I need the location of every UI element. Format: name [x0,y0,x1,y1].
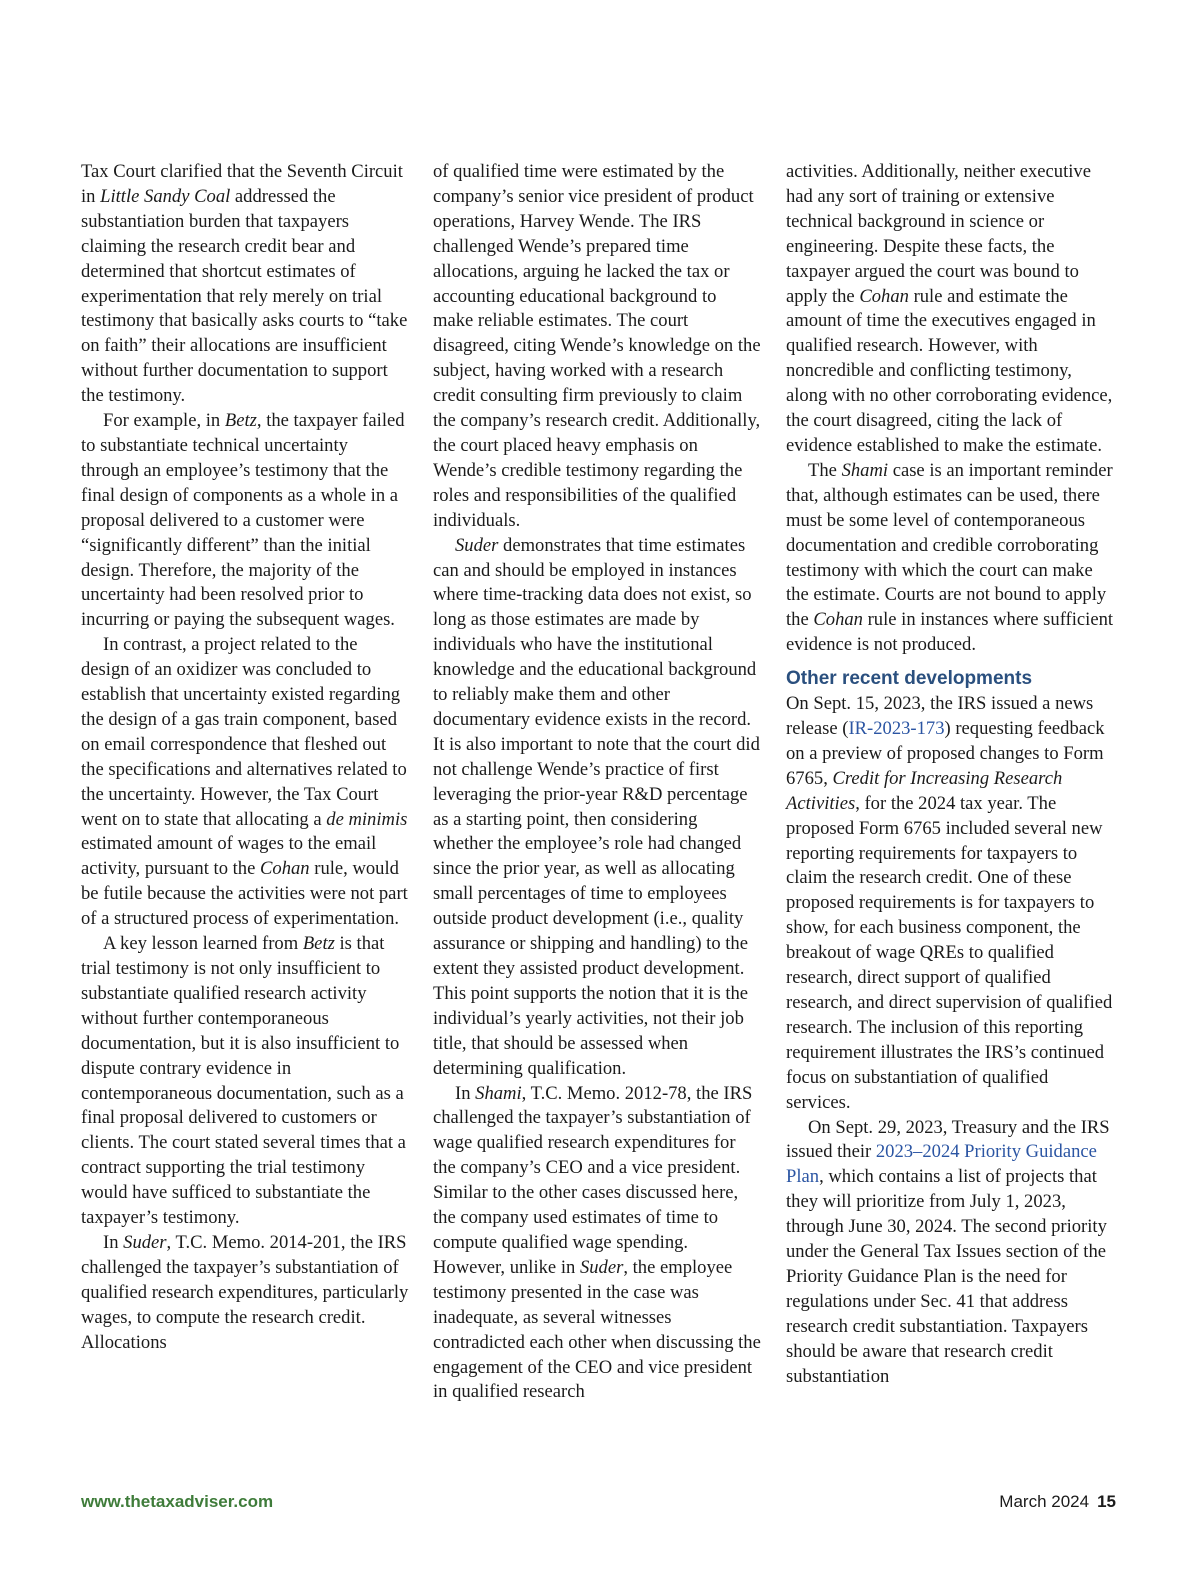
section-heading: Other recent developments [786,668,1033,690]
paragraph: In contrast, a project related to the design of an oxidizer was concluded to establish that uncertainty existed regarding the design of a gas train component, based on email correspondence that fleshed out the specifications and alternatives related to the uncertainty. However, the Tax Court went on to state that allocating a de minimis estimated amount of wages to the email activity, pursuant to the Cohan rule, would be futile because the activities were not part of a structured process of experimentation. [81,634,408,930]
paragraph: activities. Additionally, neither executive had any sort of training or extensive technical background in science or engineering. Despite these facts, the taxpayer argued the court was bound to apply the Cohan rule and estimate the amount of time the executives engaged in qualified research. However, with noncredible and conflicting testimony, along with no other corroborating evidence, the court disagreed, citing the lack of evidence established to make the estimate. [786,161,1113,456]
paragraph: of qualified time were estimated by the company’s senior vice president of product operations, Harvey Wende. The IRS challenged Wende’s prepared time allocations, arguing he lacked the tax or accounting educational background to make reliable estimates. The court disagreed, citing Wende’s knowledge on the subject, having worked with a research credit consulting firm previously to claim the company’s research credit. Additionally, the court placed heavy emphasis on Wende’s credible testimony regarding the roles and responsibilities of the qualified individuals. [433,161,761,531]
paragraph: On Sept. 15, 2023, the IRS issued a news release (IR-2023-173) requesting feedback on a preview of proposed changes to Form 6765, Credit for Increasing Research Activities, for the 2024 tax year. The proposed Form 6765 included several new reporting requirements for taxpayers to claim the research credit. One of these proposed requirements is for taxpayers to show, for each business component, the breakout of wage QREs to qualified research, direct support of qualified research, and direct supervision of qualified research. The inclusion of this reporting requirement illustrates the IRS’s continued focus on substantiation of qualified services. [786,693,1113,1113]
paragraph: Suder demonstrates that time estimates can and should be employed in instances where time-tracking data does not exist, so long as those estimates are made by individuals who have the institutional knowledge and the educational background to reliably make them and other documentary evidence exists in the record. It is also important to note that the court did not challenge Wende’s practice of first leveraging the prior-year R&D percentage as a starting point, then considering whether the employee’s role had changed since the prior year, as well as allocating small percentages of time to employees outside product development (i.e., quality assurance or shipping and handling) to the extent they assisted product development. This point supports the notion that it is the individual’s yearly activities, not their job title, that should be assessed when determining qualification. [433,534,760,1079]
website-url[interactable]: www.thetaxadviser.com [81,1492,274,1511]
paragraph: In Shami, T.C. Memo. 2012-78, the IRS challenged the taxpayer’s substantiation of wage qualified research expenditures for the company’s CEO and a vice president. Similar to the other cases discussed here, the company used estimates of time to compute qualified wage spending. However, unlike in Suder, the employee testimony presented in the case was inadequate, as several witnesses contradicted each other when discussing the engagement of the CEO and vice president in qualified research [433,1082,761,1403]
column-3 [786,160,1116,1390]
ir-2023-173-link[interactable]: IR-2023-173 [848,718,945,740]
page-footer [81,1492,1116,1520]
priority-guidance-plan-link[interactable]: 2023–2024 Priority Guidance Plan [786,1141,1097,1188]
issue-date: March 2024 [999,1492,1090,1511]
paragraph: In Suder, T.C. Memo. 2014-201, the IRS challenged the taxpayer’s substantiation of qualified research expenditures, particularly wages, to compute the research credit. Allocations [81,1231,409,1353]
paragraph: A key lesson learned from Betz is that trial testimony is not only insufficient to substantiate qualified research activity without further contemporaneous documentation, but it is also insufficient to dispute contrary evidence in contemporaneous documentation, such as a final proposal delivered to customers or clients. The court stated several times that a contract supporting the trial testimony would have sufficed to substantiate the taxpayer’s testimony. [81,933,406,1229]
page-number: 15 [1097,1492,1116,1511]
paragraph: Tax Court clarified that the Seventh Circuit in Little Sandy Coal addressed the substantiation burden that taxpayers claiming the research credit bear and determined that shortcut estimates of experimentation that rely merely on trial testimony that basically asks courts to “take on faith” their allocations are insufficient without further documentation to support the testimony. [81,161,408,407]
paragraph: For example, in Betz, the taxpayer failed to substantiate technical uncertainty through an employee’s testimony that the final design of components as a whole in a proposal delivered to a customer were “significantly different” than the initial design. Therefore, the majority of the uncertainty had been resolved prior to incurring or paying the subsequent wages. [81,410,405,631]
column-2 [433,160,761,1405]
column-1 [81,160,409,1356]
issue-info [999,1492,1116,1512]
paragraph: The Shami case is an important reminder that, although estimates can be used, there must be some level of contemporaneous documentation and credible corroborating testimony with which the court can make the estimate. Courts are not bound to apply the Cohan rule in instances where sufficient evidence is not produced. [786,459,1114,656]
paragraph: On Sept. 29, 2023, Treasury and the IRS issued their 2023–2024 Priority Guidance Plan, which contains a list of projects that they will prioritize from July 1, 2023, through June 30, 2024. The second priority under the General Tax Issues section of the Priority Guidance Plan is the need for regulations under Sec. 41 that address research credit substantiation. Taxpayers should be aware that research credit substantiation [786,1116,1110,1387]
